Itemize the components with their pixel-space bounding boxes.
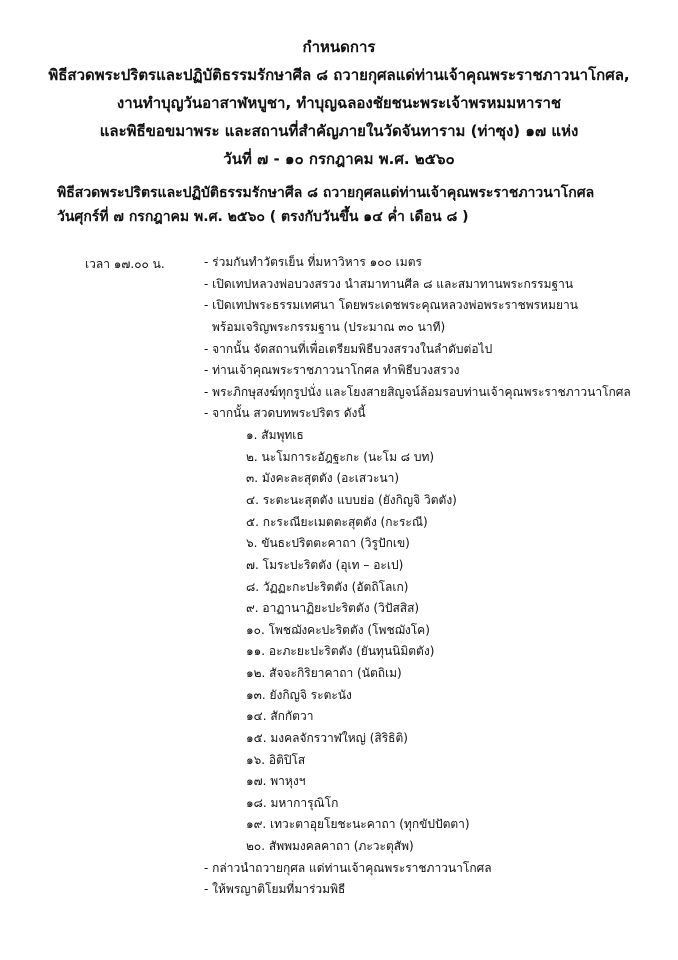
header-line-event: งานทำบุญวันอาสาฬหบูชา, ทำบุญฉลองชัยชนะพระเจ้าพรหมมหาราช — [116, 94, 562, 112]
chant-item: ๑๒. สัจจะกิริยาคาถา (นัตถิเม) — [246, 666, 402, 680]
schedule-item: - จากนั้น สวดบทพระปริตร ดังนี้ — [204, 406, 366, 420]
chant-item: ๕. กะระณียะเมตตะสุตตัง (กะระณี) — [246, 515, 428, 529]
chant-item: ๑๕. มงคลจักรวาฬใหญ่ (สิริธิติ) — [246, 731, 408, 745]
chant-item: ๖. ขันธะปริตตะคาถา (วิรูปักเข) — [246, 536, 410, 550]
schedule-time: เวลา ๑๗.๐๐ น. — [85, 257, 165, 271]
header-line-ceremony: พิธีสวดพระปริตรและปฏิบัติธรรมรักษาศีล ๘ ถวายกุศลแด่ท่านเจ้าคุณพระราชภาวนาโกศล, — [48, 66, 630, 84]
schedule-item: - ร่วมกันทำวัตรเย็น ที่มหาวิหาร ๑๐๐ เมตร — [204, 255, 422, 269]
schedule-item: - เปิดเทปพระธรรมเทศนา โดยพระเดชพระคุณหลวงพ่อพระราชพรหมยาน — [204, 298, 578, 312]
chant-item: ๑๘. มหาการุณิโก — [246, 796, 339, 810]
schedule-item: - จากนั้น จัดสถานที่เพื่อเตรียมพิธีบวงสรวงในลำดับต่อไป — [204, 342, 493, 356]
chant-item: ๑๑. อะภะยะปะริตตัง (ยันทุนนิมิตตัง) — [246, 644, 435, 658]
schedule-item: - เปิดเทปหลวงพ่อบวงสรวง นำสมาทานศีล ๘ และสมาทานพระกรรมฐาน — [204, 277, 574, 291]
section-title: พิธีสวดพระปริตรและปฏิบัติธรรมรักษาศีล ๘ ถวายกุศลแด่ท่านเจ้าคุณพระราชภาวนาโกศล — [57, 185, 595, 201]
chant-item: ๗. โมระปะริตตัง (อุเท – อะเป) — [246, 558, 404, 572]
chant-item: ๓. มังคะละสุตตัง (อะเสวะนา) — [246, 471, 400, 485]
chant-item: ๑๓. ยังกิญจิ ระตะนัง — [246, 688, 352, 702]
chant-item: ๑๗. พาหุงฯ — [246, 774, 306, 788]
chant-item: ๒๐. สัพพมงคลคาถา (ภะวะตุสัพ) — [246, 839, 414, 853]
section-date: วันศุกร์ที่ ๗ กรกฎาคม พ.ศ. ๒๕๖๐ ( ตรงกับวันขึ้น ๑๔ ค่ำ เดือน ๘ ) — [57, 209, 469, 225]
chant-item: ๔. ระตะนะสุตตัง แบบย่อ (ยังกิญจิ วิตตัง) — [246, 493, 457, 507]
chant-item: ๑. สัมพุทเธ — [246, 428, 304, 442]
chant-item: ๑๙. เทวะตาอุยโยชะนะคาถา (ทุกขัปปัตตา) — [246, 817, 470, 831]
header-line-apology: และพิธีขอขมาพระ และสถานที่สำคัญภายในวัดจันทาราม (ท่าซุง) ๑๗ แห่ง — [99, 122, 579, 140]
schedule-item: - ท่านเจ้าคุณพระราชภาวนาโกศล ทำพิธีบวงสรวง — [204, 363, 460, 377]
chant-item: ๑๖. อิติปิโส — [246, 753, 306, 767]
closing-item: - กล่าวนำถวายกุศล แด่ท่านเจ้าคุณพระราชภาวนาโกศล — [204, 861, 492, 875]
header-line-date: วันที่ ๗ - ๑๐ กรกฎาคม พ.ศ. ๒๕๖๐ — [223, 150, 455, 168]
header-title: กำหนดการ — [302, 38, 376, 56]
chant-item: ๑๔. สักกัตวา — [246, 709, 314, 723]
chant-item: ๒. นะโมการะอัฎฐะกะ (นะโม ๘ บท) — [246, 450, 435, 464]
closing-item: - ให้พรญาติโยมที่มาร่วมพิธี — [204, 882, 346, 896]
schedule-item-continuation: พร้อมเจริญพระกรรมฐาน (ประมาณ ๓๐ นาที) — [212, 320, 446, 334]
chant-item: ๑๐. โพชฌังคะปะริตตัง (โพชฌังโค) — [246, 623, 430, 637]
chant-item: ๘. วัฏฏะกะปะริตตัง (อัตถิโลเก) — [246, 580, 409, 594]
schedule-item: - พระภิกษุสงฆ์ทุกรูปนั่ง และโยงสายสิญจน์ล้อมรอบท่านเจ้าคุณพระราชภาวนาโกศล — [204, 385, 631, 399]
chant-item: ๙. อาฏานาฏิยะปะริตตัง (วิปัสสิส) — [246, 601, 420, 615]
